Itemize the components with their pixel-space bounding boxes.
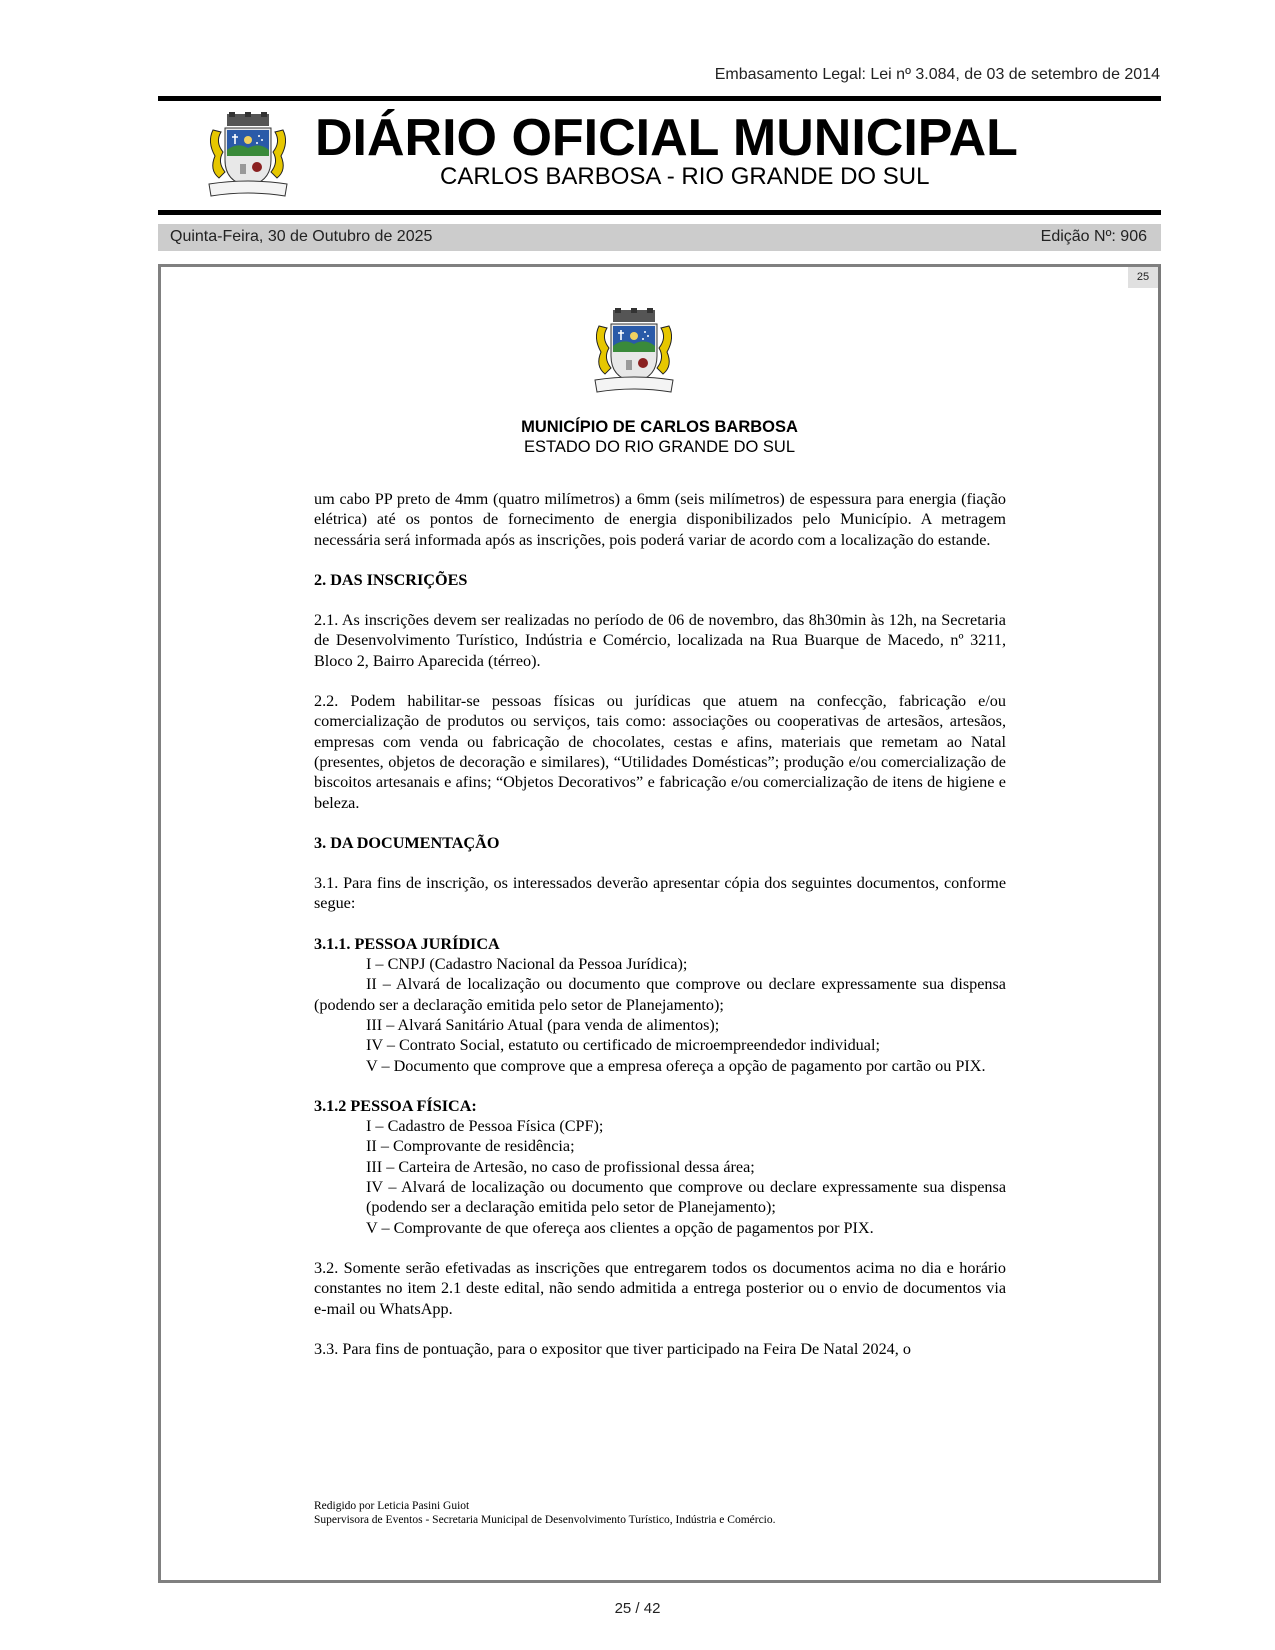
subheading-pessoa-juridica: 3.1.1. PESSOA JURÍDICA (314, 934, 500, 953)
top-rule (158, 96, 1161, 101)
state-name: ESTADO DO RIO GRANDE DO SUL (523, 438, 796, 456)
document-page (158, 264, 1161, 1583)
paragraph-3-2: 3.2. Somente serão efetivadas as inscrições que entregarem todos os documentos acima no dia e horário constantes no item 2.1 deste edital, não sendo admitida a entrega posterior ou o envio de documentos via e-mail ou WhatsApp. (314, 1258, 1006, 1318)
list-item: II – Comprovante de residência; (366, 1137, 575, 1156)
list-item: III – Carteira de Artesão, no caso de profissional dessa área; (366, 1157, 755, 1176)
list-item: IV – Alvará de localização ou documento que comprove ou declare expressamente sua dispensa (podendo ser a declaração emitida pelo setor de Planejamento); (366, 1178, 1006, 1217)
paragraph-3-3: 3.3. Para fins de pontuação, para o expositor que tiver participado na Feira De Natal 2024, o (314, 1339, 911, 1358)
subheading-pessoa-fisica: 3.1.2 PESSOA FÍSICA: (314, 1096, 477, 1115)
list-item: II – Alvará de localização ou documento que comprove ou declare expressamente sua dispensa (podendo ser a declaração emitida pelo setor de Planejamento); (314, 975, 1006, 1014)
page-tab-number: 25 (1128, 267, 1158, 288)
edition-number: Edição Nº: 906 (1040, 228, 1147, 245)
coat-of-arms-icon (591, 308, 677, 396)
date-bar (158, 224, 1161, 251)
issue-date: Quinta-Feira, 30 de Outubro de 2025 (170, 228, 433, 245)
newspaper-title: DIÁRIO OFICIAL MUNICIPAL (315, 109, 1018, 167)
list-item: I – CNPJ (Cadastro Nacional da Pessoa Jurídica); (366, 955, 688, 974)
list-item: V – Documento que comprove que a empresa ofereça a opção de pagamento por cartão ou PIX. (366, 1056, 986, 1075)
document-body (314, 489, 1006, 1359)
author-name: Redigido por Leticia Pasini Guiot (314, 1500, 470, 1512)
municipality-name: MUNICÍPIO DE CARLOS BARBOSA (521, 418, 798, 436)
list-item: V – Comprovante de que ofereça aos clientes a opção de pagamentos por PIX. (366, 1218, 874, 1237)
list-item: I – Cadastro de Pessoa Física (CPF); (366, 1117, 604, 1136)
author-role: Supervisora de Eventos - Secretaria Municipal de Desenvolvimento Turístico, Indústria e Comércio. (314, 1514, 776, 1526)
list-item: IV – Contrato Social, estatuto ou certificado de microempreendedor individual; (366, 1036, 880, 1055)
coat-of-arms-icon (205, 112, 291, 200)
paragraph-2-1: 2.1. As inscrições devem ser realizadas no período de 06 de novembro, das 8h30min às 12h, na Secretaria de Desenvolvimento Turístico, Indústria e Comércio, localizada na Rua Buarque de Macedo, nº 3211, Bloco 2, Bairro Aparecida (térreo). (314, 611, 1006, 670)
page-number: 25 / 42 (614, 1600, 661, 1617)
author-footer (314, 1499, 776, 1527)
intro-paragraph: um cabo PP preto de 4mm (quatro milímetros) a 6mm (seis milímetros) de espessura para energia (fiação elétrica) até os pontos de fornecimento de energia disponibilizados pelo Município. A metragem necessária será informada após as inscrições, pois poderá variar de acordo com a localização do estande. (314, 490, 1006, 549)
legal-basis: Embasamento Legal: Lei nº 3.084, de 03 de setembro de 2014 (714, 66, 1160, 83)
section-heading-documentacao: 3. DA DOCUMENTAÇÃO (314, 833, 500, 852)
paragraph-2-2: 2.2. Podem habilitar-se pessoas físicas ou jurídicas que atuem na confecção, fabricação e/ou comercialização de produtos ou serviços, tais como: associações ou cooperativas de artesãos, artesãos, empresas com venda ou fabricação de chocolates, cestas e afins, materiais que remetam ao Natal (presentes, objetos de decoração e similares), “Utilidades Domésticas”; produção e/ou comercialização de biscoitos artesanais e afins; “Objetos Decorativos” e fabricação e/ou comercialização de itens de higiene e beleza. (314, 692, 1006, 812)
section-heading-inscricoes: 2. DAS INSCRIÇÕES (314, 570, 468, 589)
list-item: III – Alvará Sanitário Atual (para venda de alimentos); (366, 1015, 720, 1034)
bottom-rule (158, 210, 1161, 215)
newspaper-subtitle: CARLOS BARBOSA - RIO GRANDE DO SUL (440, 163, 930, 190)
paragraph-3-1: 3.1. Para fins de inscrição, os interessados deverão apresentar cópia dos seguintes documentos, conforme segue: (314, 874, 1006, 913)
